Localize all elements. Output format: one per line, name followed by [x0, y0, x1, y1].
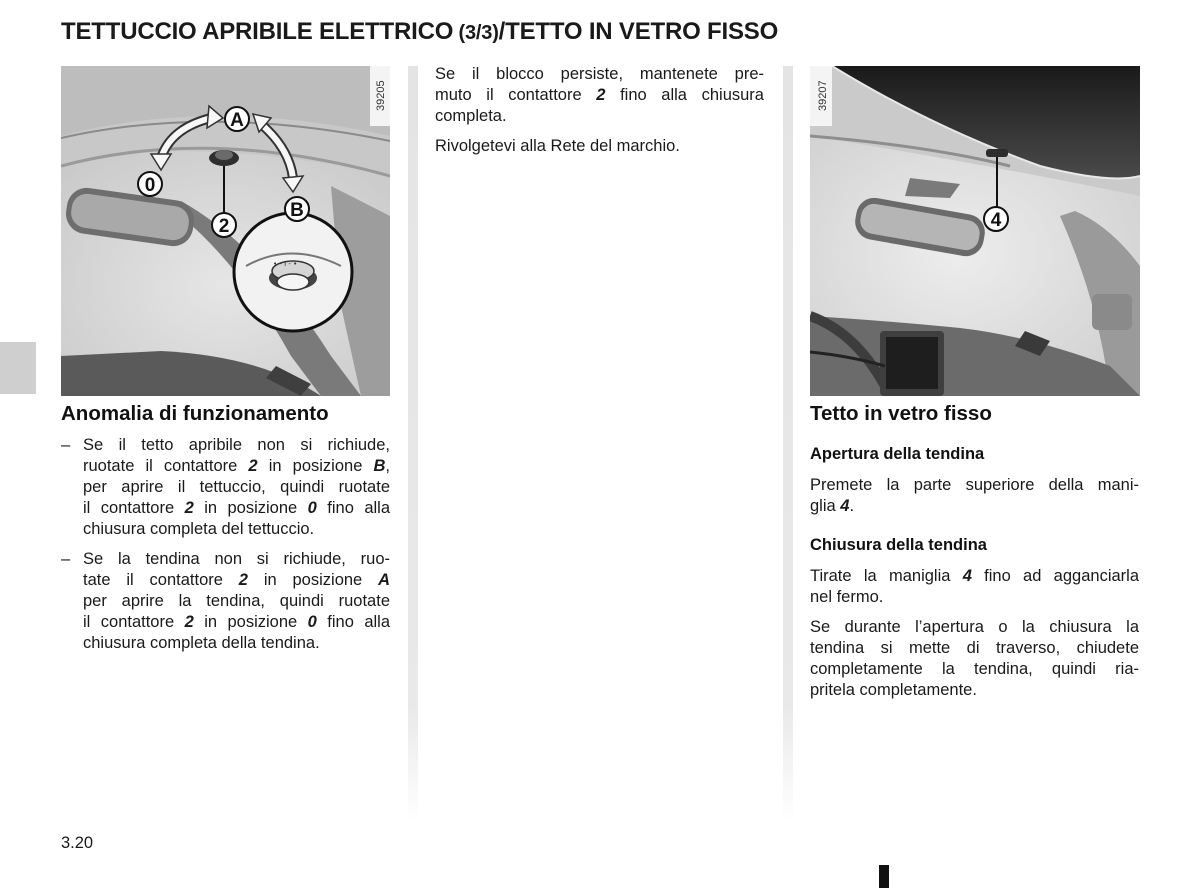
- text-line: il contattore 2 in posizione 0 fino alla: [83, 499, 391, 517]
- page-edge-marker: [879, 865, 889, 888]
- reference-label: 2: [184, 499, 194, 517]
- text-line: tate il contattore 2 in posizione A: [83, 571, 390, 589]
- section-heading-glass-roof: Tetto in vetro fisso: [810, 402, 992, 425]
- paragraph-dealer: [435, 136, 764, 157]
- page-title-tail: /TETTO IN VETRO FISSO: [498, 18, 779, 45]
- list-item: [61, 549, 390, 654]
- text-line: pritela completamente.: [810, 681, 977, 699]
- reference-label: 0: [307, 613, 317, 631]
- text-line: Tirate la maniglia 4 fino ad agganciarla: [810, 567, 1139, 585]
- column-divider-right: [783, 66, 793, 822]
- subheading-closing: Chiusura della tendina: [810, 536, 987, 554]
- illustration-roof-switch: [61, 66, 390, 396]
- text-line: per aprire il tettuccio, quindi ruotate: [83, 478, 390, 496]
- paragraph-blocked: [435, 64, 764, 127]
- callout-0: [138, 172, 162, 196]
- reference-label: 0: [307, 499, 317, 517]
- text-line: il contattore 2 in posizione 0 fino alla: [83, 613, 391, 631]
- list-dash: –: [61, 436, 71, 454]
- text-line: per aprire la tendina, quindi ruotate: [83, 592, 390, 610]
- callout-b: [285, 197, 309, 221]
- image-code: 39207: [817, 80, 829, 111]
- text-line: Se il blocco persiste, mantenete pre-: [435, 65, 764, 83]
- callout-4-label: 4: [990, 210, 1002, 231]
- reference-label: 2: [596, 86, 606, 104]
- paragraph-skewed-blind: [810, 617, 1139, 701]
- reference-label: 2: [238, 571, 248, 589]
- text-line: muto il contattore 2 fino alla chiusura: [435, 86, 764, 104]
- column-divider-left: [408, 66, 418, 822]
- text-line: Se durante l’apertura o la chiusura la: [810, 618, 1139, 636]
- text-line: ruotate il contattore 2 in posizione B,: [83, 457, 390, 475]
- list-item: [61, 435, 390, 540]
- text-line: chiusura completa della tendina.: [83, 634, 320, 652]
- callout-0-label: 0: [144, 175, 156, 196]
- callout-2: [212, 213, 236, 237]
- text-line: Rivolgetevi alla Rete del marchio.: [435, 137, 680, 155]
- callout-a-label: A: [230, 110, 244, 131]
- illustration-glass-roof: [810, 66, 1140, 396]
- image-code: 39205: [375, 80, 387, 111]
- svg-text:• - I - •: • - I - •: [273, 260, 298, 268]
- malfunction-list: [61, 435, 390, 654]
- page-number: 3.20: [61, 834, 94, 852]
- text-line: tendina si mette di traverso, chiudete: [810, 639, 1139, 657]
- text-line: Premete la parte superiore della mani-: [810, 476, 1139, 494]
- page-title-main: TETTUCCIO APRIBILE ELETTRICO: [61, 18, 454, 45]
- paragraph-closing: [810, 566, 1139, 608]
- reference-label: 4: [840, 497, 850, 515]
- text-line: completamente la tendina, quindi ria-: [810, 660, 1139, 678]
- section-heading-malfunction: Anomalia di funzionamento: [61, 402, 329, 425]
- reference-label: 2: [184, 613, 194, 631]
- text-line: Se la tendina non si richiude, ruo-: [83, 550, 390, 568]
- callout-b-label: B: [290, 200, 304, 221]
- text-line: nel fermo.: [810, 588, 884, 606]
- callout-a: [225, 107, 249, 131]
- reference-label: 4: [962, 567, 972, 585]
- text-line: chiusura completa del tettuccio.: [83, 520, 315, 538]
- reference-label: A: [378, 571, 390, 589]
- text-line: completa.: [435, 107, 507, 125]
- page-title-part: (3/3): [453, 22, 499, 44]
- paragraph-opening: [810, 475, 1139, 517]
- subheading-opening: Apertura della tendina: [810, 445, 985, 463]
- callout-4: [984, 207, 1008, 231]
- text-line: Se il tetto apribile non si richiude,: [83, 436, 390, 454]
- list-dash: –: [61, 550, 71, 568]
- chapter-tab: [0, 342, 36, 394]
- reference-label: 2: [248, 457, 258, 475]
- reference-label: B: [373, 457, 386, 475]
- text-line: glia 4.: [810, 497, 855, 515]
- callout-2-label: 2: [218, 216, 230, 237]
- page-title: [61, 18, 778, 46]
